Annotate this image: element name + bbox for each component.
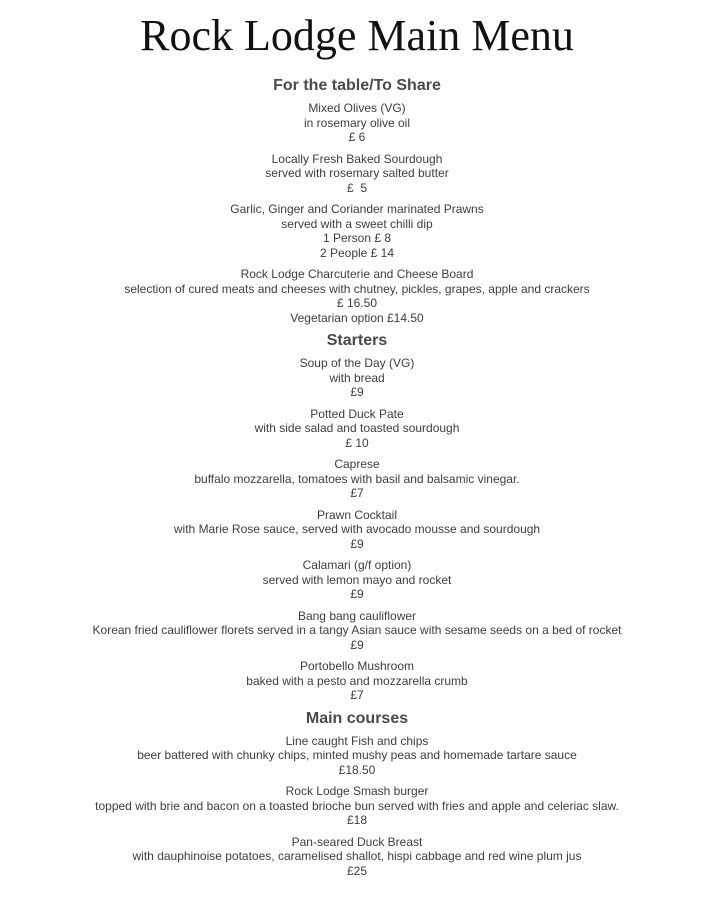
item-description: served with rosemary salted butter (265, 166, 449, 180)
menu-item (0, 558, 714, 602)
menu-item (0, 407, 714, 451)
item-description: topped with brie and bacon on a toasted brioche bun served with fries and apple and celeriac slaw. (95, 798, 619, 813)
item-price: Vegetarian option £14.50 (290, 310, 424, 325)
item-price: 1 Person £ 8 (322, 231, 392, 245)
item-name: Rock Lodge Charcuterie and Cheese Board (240, 267, 474, 281)
section-heading-main-courses: Main courses (305, 709, 409, 727)
section-heading-to-share: For the table/To Share (273, 77, 441, 94)
item-description: Korean fried cauliflower florets served in a tangy Asian sauce with sesame seeds on a bed of rocket (92, 623, 622, 637)
item-name: Soup of the Day (VG) (299, 356, 415, 370)
item-description: beer battered with chunky chips, minted mushy peas and homemade tartare sauce (137, 748, 577, 762)
menu-item (0, 356, 714, 400)
menu-item (0, 267, 714, 325)
item-description: baked with a pesto and mozzarella crumb (246, 673, 468, 688)
item-name: Caprese (334, 457, 380, 471)
item-name: Pan-seared Duck Breast (291, 834, 423, 849)
section-to-share-items (0, 101, 714, 325)
menu-item (0, 609, 714, 653)
item-name: Line caught Fish and chips (285, 733, 429, 748)
item-price: £18 (346, 813, 368, 827)
menu-item (0, 152, 714, 196)
item-price: £9 (350, 587, 364, 601)
item-description: in rosemary olive oil (303, 115, 411, 130)
item-price: £25 (346, 863, 368, 878)
menu-item (0, 784, 714, 828)
menu-item (0, 457, 714, 501)
item-name: Rock Lodge Smash burger (285, 784, 429, 798)
menu-item (0, 101, 714, 145)
item-name: Calamari (g/f option) (302, 558, 412, 572)
item-name: Potted Duck Pate (310, 406, 404, 421)
section-starters-items (0, 356, 714, 703)
item-price: £18.50 (338, 762, 376, 777)
item-price: £9 (350, 637, 364, 652)
item-description: served with a sweet chilli dip (281, 216, 433, 231)
section-main-courses-items (0, 734, 714, 879)
item-name: Portobello Mushroom (299, 659, 415, 673)
menu-item (0, 508, 714, 552)
item-price: £9 (350, 385, 364, 399)
item-name: Prawn Cocktail (316, 507, 398, 522)
item-price: £ 10 (345, 435, 369, 450)
item-price: £9 (350, 536, 364, 551)
item-name: Garlic, Ginger and Coriander marinated Prawns (230, 202, 484, 216)
menu-title: Rock Lodge Main Menu (140, 11, 574, 60)
item-price: £7 (350, 688, 364, 702)
item-price: £7 (350, 486, 364, 500)
section-heading-starters: Starters (326, 332, 388, 349)
item-price: 2 People £ 14 (319, 245, 395, 260)
item-description: served with lemon mayo and rocket (262, 572, 452, 587)
menu-item (0, 202, 714, 260)
item-description: with side salad and toasted sourdough (254, 421, 460, 435)
item-description: with dauphinoise potatoes, caramelised shallot, hispi cabbage and red wine plum jus (132, 849, 582, 863)
menu-item (0, 659, 714, 703)
item-name: Locally Fresh Baked Sourdough (271, 151, 443, 166)
menu-item (0, 734, 714, 778)
item-price: £ 5 (346, 180, 367, 195)
item-description: with bread (329, 370, 385, 385)
item-name: Mixed Olives (VG) (308, 101, 406, 115)
item-description: buffalo mozzarella, tomatoes with basil and balsamic vinegar. (194, 471, 520, 486)
item-description: selection of cured meats and cheeses with chutney, pickles, grapes, apple and crackers (124, 281, 590, 296)
menu-item (0, 835, 714, 879)
item-price: £ 16.50 (336, 296, 378, 310)
item-description: with Marie Rose sauce, served with avocado mousse and sourdough (173, 522, 541, 536)
item-price: £ 6 (348, 130, 366, 144)
item-name: Bang bang cauliflower (297, 608, 417, 623)
